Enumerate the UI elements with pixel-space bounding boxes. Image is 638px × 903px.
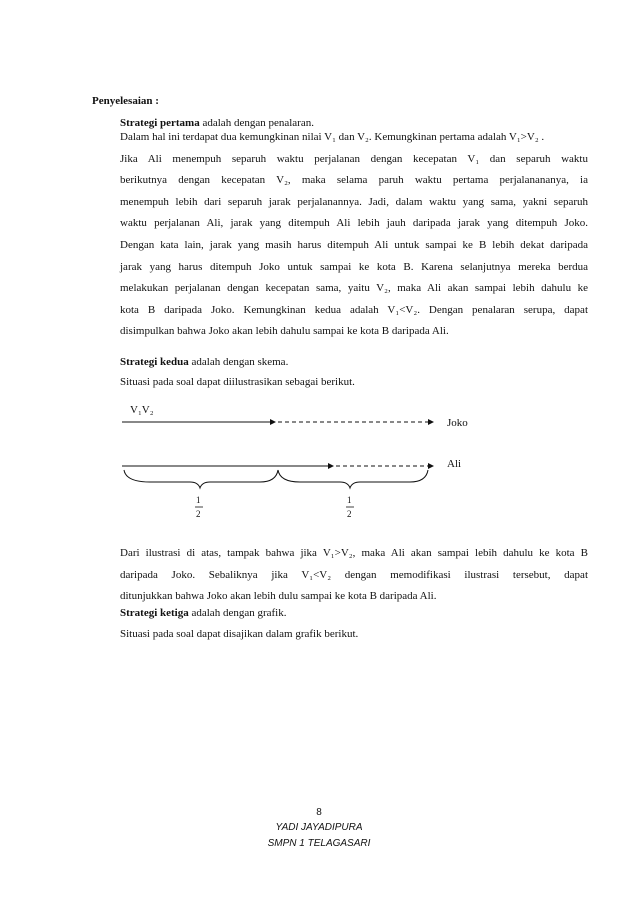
strategy-2-paragraph — [120, 543, 588, 608]
paragraph-line: waktu perjalanan Ali, jarak yang ditempuh Ali lebih jauh daripada jarak yang ditempuh Joko. — [120, 217, 588, 230]
paragraph-line: berikutnya dengan kecepatan V₂, maka selama paruh waktu pertama perjalanananya, ia — [120, 174, 588, 187]
strategy-3-title-line — [120, 607, 588, 619]
paragraph-line: ditunjukkan bahwa Joko akan lebih dulu sampai ke kota B daripada Ali. — [120, 590, 437, 603]
strategy-3-title-rest: adalah dengan grafik. — [188, 607, 287, 619]
left-half-brace — [124, 470, 278, 488]
strategy-1-title: Strategi pertama — [120, 117, 200, 129]
strategy-3-title: Strategi ketiga — [120, 607, 189, 619]
paragraph-line: Dengan kata lain, jarak yang masih harus ditempuh Ali untuk sampai ke B lebih dekat daripada — [120, 238, 588, 251]
paragraph-line: melakukan perjalanan dengan kecepatan sama, yaitu V₂, maka Ali akan sampai lebih dahulu ke — [120, 282, 588, 295]
ali-line — [122, 463, 434, 469]
joko-line — [122, 419, 434, 425]
schema-diagram — [110, 400, 510, 530]
paragraph-line: daripada Joko. Sebaliknya jika V₁<V₂ dengan memodifikasi ilustrasi tersebut, dapat — [120, 568, 588, 581]
strategy-2-title: Strategi kedua — [120, 356, 189, 368]
solution-heading: Penyelesaian : — [92, 95, 159, 107]
strategy-2-title-rest: adalah dengan skema. — [188, 356, 289, 368]
strategy-1-paragraph — [120, 127, 588, 343]
paragraph-line: Jika Ali menempuh separuh waktu perjalanan dengan kecepatan V₁ dan separuh waktu — [120, 152, 588, 165]
right-half-brace — [278, 470, 428, 488]
half-left-numerator: 1 — [196, 495, 201, 505]
joko-label: Joko — [447, 417, 468, 429]
paragraph-line: menempuh lebih dari separuh jarak perjalanannya. Jadi, dalam waktu yang sama, yakni separuh — [120, 195, 588, 208]
ali-label: Ali — [447, 458, 462, 470]
paragraph-line: kota B daripada Joko. Kemungkinan kedua adalah V₁<V₂. Dengan penalaran serupa, dapat — [120, 303, 588, 316]
half-left-denominator: 2 — [196, 509, 201, 519]
diagram-lines — [110, 400, 510, 530]
paragraph-line: disimpulkan bahwa Joko akan lebih dahulu sampai ke kota B daripada Ali. — [120, 325, 449, 338]
half-right-denominator: 2 — [347, 509, 352, 519]
paragraph-line: Dari ilustrasi di atas, tampak bahwa jika V₁>V₂, maka Ali akan sampai lebih dahulu ke kota B — [120, 547, 588, 559]
strategy-1-title-rest: adalah dengan penalaran. — [199, 117, 314, 129]
footer-school: SMPN 1 TELAGASARI — [267, 838, 371, 849]
strategy-2-intro: Situasi pada soal dapat diilustrasikan sebagai berikut. — [120, 376, 355, 388]
paragraph-line: Dalam hal ini terdapat dua kemungkinan nilai V₁ dan V₂. Kemungkinan pertama adalah V₁>V₂ . — [120, 131, 545, 143]
strategy-2-title-line — [120, 356, 588, 368]
strategy-3-intro: Situasi pada soal dapat disajikan dalam grafik berikut. — [120, 628, 359, 640]
speed-label: V₁V₂ — [130, 404, 154, 416]
paragraph-line: jarak yang harus ditempuh Joko untuk sampai ke kota B. Karena selanjutnya mereka berdua — [120, 260, 588, 273]
page-number: 8 — [316, 807, 322, 818]
footer-author: YADI JAYADIPURA — [275, 822, 363, 833]
half-right-numerator: 1 — [347, 495, 352, 505]
